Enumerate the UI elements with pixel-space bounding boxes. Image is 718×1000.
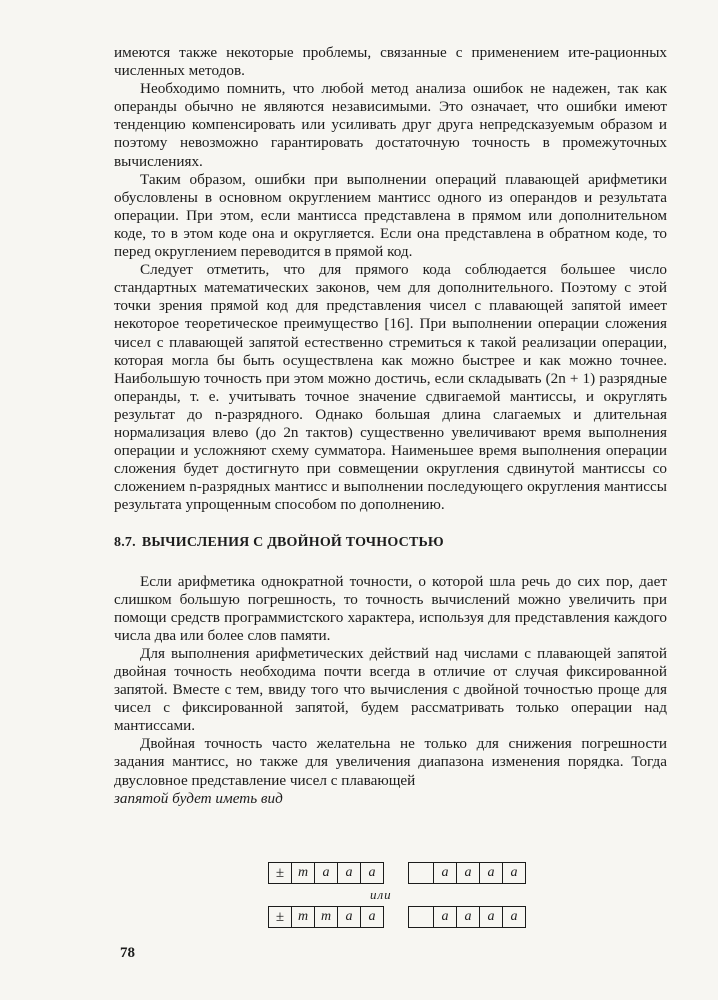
mantissa-cell: a — [338, 863, 361, 883]
section-heading — [114, 534, 667, 552]
format-row-1 — [268, 862, 526, 884]
mantissa-cell: a — [457, 907, 480, 927]
paragraph-6: Для выполнения арифметических действий над числами с плавающей запятой двойная точность необходима почти всегда в отличие от случая фиксированной запятой. Вместе с тем, ввиду того что вычисления с двойной точностью проще для чисел с фиксированной запятой, будем рассматривать только операции над мантиссами. — [114, 644, 667, 735]
empty-cell — [409, 907, 434, 927]
paragraph-7: Двойная точность часто желательна не только для снижения погрешности задания мантисс, но также для увеличения диапазона изменения порядка. Тогда двусловное представление чисел с плавающей — [114, 735, 667, 789]
mantissa-cell: a — [480, 907, 503, 927]
mantissa-cell: a — [510, 865, 518, 880]
double-word-format-diagram — [268, 862, 518, 932]
mantissa-cell: a — [457, 863, 480, 883]
paragraph-2: Необходимо помнить, что любой метод анализа ошибок не надежен, так как операнды обычно не являются независимыми. Это означает, что ошибки имеют тенденцию компенсировать или усиливать друг друга непредсказуемым образом и поэтому невозможно гарантировать достаточную точность в промежуточных вычислениях. — [114, 80, 667, 170]
word-2-cells — [408, 862, 526, 884]
word-1-cells — [268, 862, 384, 884]
section-number: 8.7. — [114, 535, 136, 551]
mantissa-cell: a — [434, 907, 457, 927]
format-row-2 — [268, 906, 526, 928]
sign-cell: ± — [269, 907, 292, 927]
word-2-cells — [408, 906, 526, 928]
page-number: 78 — [120, 945, 135, 961]
empty-cell — [409, 863, 434, 883]
paragraph-5: Если арифметика однократной точности, о которой шла речь до сих пор, дает слишком большую погрешность, то точность вычислений можно увеличить при помощи средств программистского характера, используя для представления каждого числа два или более слов памяти. — [114, 572, 667, 644]
section-title: ВЫЧИСЛЕНИЯ С ДВОЙНОЙ ТОЧНОСТЬЮ — [141, 535, 444, 551]
page-text — [114, 44, 667, 808]
mantissa-cell: a — [480, 863, 503, 883]
mantissa-cell: a — [338, 907, 361, 927]
order-cell: m — [292, 907, 315, 927]
paragraph-1: имеются также некоторые проблемы, связанные с применением ите-рационных численных методов. — [114, 44, 667, 80]
word-1-cells — [268, 906, 384, 928]
or-label: или — [370, 887, 392, 902]
mantissa-cell: a — [315, 863, 338, 883]
mantissa-cell: a — [368, 909, 376, 924]
mantissa-cell: a — [510, 909, 518, 924]
mantissa-cell: a — [368, 865, 376, 880]
order-cell: m — [315, 907, 338, 927]
paragraph-4: Следует отметить, что для прямого кода соблюдается большее число стандартных математических законов, чем для дополнительного. Поэтому с этой точки зрения прямой код для представления чисел с плавающей запятой имеет некоторое теоретическое преимущество [16]. При выполнении операции сложения чисел с плавающей запятой естественно стремиться к такой реализации операции, которая могла бы быть осуществлена как можно быстрее и как можно точнее. Наибольшую точность при этом можно достичь, если складывать (2n + 1) разрядные операнды, т. е. учитывать точное значение сдвигаемой мантиссы, и округлять результат до n-разрядного. Однако большая длина слагаемых и длительная нормализация влево (до 2n тактов) существенно увеличивают время выполнения операции и усложняют схему сумматора. Наименьшее время выполнения операции сложения будет достигнуто при совмещении округления сдвинутой мантиссы со сложением n-разрядных мантисс и выполнении последующего округления мантиссы результата упрощенным способом по дополнению. — [114, 261, 667, 514]
mantissa-cell: a — [434, 863, 457, 883]
sign-cell: ± — [269, 863, 292, 883]
paragraph-7-ending: запятой будет иметь вид — [114, 789, 283, 807]
order-cell: m — [292, 863, 315, 883]
paragraph-3: Таким образом, ошибки при выполнении операций плавающей арифметики обусловлены в основном округлением мантисс одного из операндов и результата операции. При этом, если мантисса представлена в прямом или дополнительном коде, то в этом коде она и округляется. Если она представлена в обратном коде, то перед округлением переводится в прямой код. — [114, 170, 667, 261]
